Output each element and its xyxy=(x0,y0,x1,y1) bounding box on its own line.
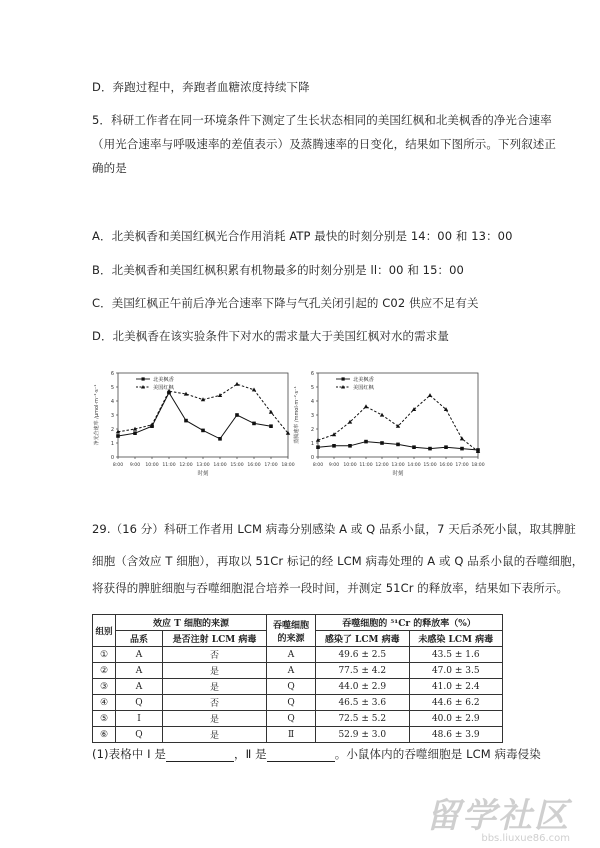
y-tick-label: 2 xyxy=(310,427,314,433)
cell-strain: Q xyxy=(116,727,163,743)
q29-stem-line-1: 29.（16 分）科研工作者用 LCM 病毒分别感染 A 或 Q 品系小鼠，7 天后杀死小鼠，取其脾脏 xyxy=(92,522,576,536)
data-point xyxy=(364,440,368,444)
x-tick-label: 12:00 xyxy=(375,463,389,468)
y-tick-label: 5 xyxy=(310,385,314,391)
data-point xyxy=(348,444,352,448)
legend-label: 北美枫香 xyxy=(353,376,374,383)
q29-stem-line-2: 细胞（含效应 T 细胞），再取以 51Cr 标记的经 LCM 病毒处理的 A 或 Q 品系小鼠的吞噬细胞， xyxy=(92,554,584,568)
q5-option-a: A．北美枫香和美国红枫光合作用消耗 ATP 最快的时刻分别是 14：00 和 13：00 xyxy=(92,229,513,243)
series-line xyxy=(118,393,271,439)
q5-stem-line-2: （用光合速率与呼吸速率的差值表示）及蒸腾速率的日变化，结果如下图所示。下列叙述正 xyxy=(92,137,556,151)
cell-strain: A xyxy=(116,679,163,695)
x-tick-label: 18:00 xyxy=(281,463,295,468)
table-row xyxy=(93,727,503,743)
watermark-url: bbs.liuxue86.com xyxy=(481,833,570,844)
header-group: 组别 xyxy=(93,615,116,647)
cell-infected: 44.0 ± 2.9 xyxy=(316,679,409,695)
data-point xyxy=(252,422,256,426)
answer-blank-1[interactable] xyxy=(166,750,234,762)
q5-stem-line-1: 5．科研工作者在同一环境条件下测定了生长状态相同的美国红枫和北美枫香的净光合速率 xyxy=(92,113,552,127)
data-point xyxy=(235,382,239,386)
results-table xyxy=(92,614,503,743)
y-tick-label: 1 xyxy=(310,441,314,447)
table-row xyxy=(93,695,503,711)
cell-injected: 是 xyxy=(163,663,267,679)
header-tcell-source: 效应 T 细胞的来源 xyxy=(116,615,267,631)
y-tick-label: 0 xyxy=(110,455,114,461)
cell-uninfected: 40.0 ± 2.9 xyxy=(409,711,503,727)
cell-phago: Q xyxy=(267,695,316,711)
x-tick-label: 15:00 xyxy=(230,463,244,468)
header-infected: 感染了 LCM 病毒 xyxy=(316,631,409,647)
header-uninfected: 未感染 LCM 病毒 xyxy=(409,631,503,647)
q4-option-d: D．奔跑过程中，奔跑者血糖浓度持续下降 xyxy=(92,80,310,94)
data-point xyxy=(116,434,120,438)
legend-marker xyxy=(142,377,145,380)
data-point xyxy=(316,445,320,449)
x-tick-label: 17:00 xyxy=(455,463,469,468)
x-tick-label: 15:00 xyxy=(423,463,437,468)
table-row xyxy=(93,711,503,727)
x-tick-label: 17:00 xyxy=(264,463,278,468)
data-point xyxy=(218,437,222,441)
cell-group: ② xyxy=(93,663,116,679)
cell-phago: Q xyxy=(267,711,316,727)
y-tick-label: 1 xyxy=(110,441,114,447)
legend-label: 美国红枫 xyxy=(353,384,374,391)
x-tick-label: 16:00 xyxy=(439,463,453,468)
y-axis-label: 净光合速率 /μmol·m⁻²·s⁻¹ xyxy=(94,384,100,446)
cell-group: ⑥ xyxy=(93,727,116,743)
data-point xyxy=(235,413,239,417)
cell-infected: 72.5 ± 5.2 xyxy=(316,711,409,727)
cell-uninfected: 43.5 ± 1.6 xyxy=(409,647,503,663)
x-tick-label: 11:00 xyxy=(359,463,373,468)
q29-sub1 xyxy=(92,746,541,762)
data-point xyxy=(380,441,384,445)
cell-injected: 否 xyxy=(163,695,267,711)
data-point xyxy=(133,431,137,435)
header-phago-source: 吞噬细胞的来源 xyxy=(267,615,316,647)
data-point xyxy=(332,444,336,448)
q5-option-d: D．北美枫香在该实验条件下对水的需求量大于美国红枫对水的需求量 xyxy=(92,329,449,343)
x-tick-label: 16:00 xyxy=(247,463,261,468)
data-point xyxy=(380,413,384,417)
data-point xyxy=(218,393,222,397)
data-point xyxy=(412,445,416,449)
cell-phago: A xyxy=(267,647,316,663)
y-axis-label: 蒸腾速率 /mmol·m⁻²·s⁻¹ xyxy=(294,386,300,444)
data-point xyxy=(428,393,432,397)
x-tick-label: 13:00 xyxy=(391,463,405,468)
x-tick-label: 10:00 xyxy=(343,463,357,468)
cell-uninfected: 41.0 ± 2.4 xyxy=(409,679,503,695)
data-point xyxy=(269,410,273,414)
cell-group: ① xyxy=(93,647,116,663)
data-point xyxy=(269,424,273,428)
data-point xyxy=(460,447,464,451)
data-point xyxy=(396,443,400,447)
table-row xyxy=(93,679,503,695)
series-line xyxy=(118,384,288,433)
y-tick-label: 2 xyxy=(110,427,114,433)
cell-injected: 是 xyxy=(163,679,267,695)
x-tick-label: 13:00 xyxy=(196,463,210,468)
cell-injected: 否 xyxy=(163,647,267,663)
cell-group: ④ xyxy=(93,695,116,711)
y-tick-label: 4 xyxy=(310,399,314,405)
x-axis-label: 时刻 xyxy=(392,471,404,477)
cell-injected: 是 xyxy=(163,727,267,743)
cell-strain: A xyxy=(116,663,163,679)
cell-uninfected: 48.6 ± 3.9 xyxy=(409,727,503,743)
x-tick-label: 18:00 xyxy=(471,463,485,468)
header-strain: 品系 xyxy=(116,631,163,647)
y-tick-label: 5 xyxy=(110,385,114,391)
data-point xyxy=(184,419,188,423)
y-tick-label: 6 xyxy=(110,371,114,377)
x-tick-label: 10:00 xyxy=(145,463,159,468)
cell-uninfected: 47.0 ± 3.5 xyxy=(409,663,503,679)
watermark-logo xyxy=(426,788,570,844)
cell-strain: A xyxy=(116,647,163,663)
q29-sub1-suffix: 。小鼠体内的吞噬细胞是 LCM 病毒侵染 xyxy=(334,747,541,761)
x-tick-label: 9:00 xyxy=(129,463,141,468)
x-tick-label: 14:00 xyxy=(213,463,227,468)
x-tick-label: 12:00 xyxy=(179,463,193,468)
cell-infected: 52.9 ± 3.0 xyxy=(316,727,409,743)
table-row xyxy=(93,647,503,663)
data-point xyxy=(252,388,256,392)
x-tick-label: 8:00 xyxy=(112,463,124,468)
y-tick-label: 0 xyxy=(310,455,314,461)
cell-phago: A xyxy=(267,663,316,679)
q29-sub1-prefix: (1)表格中 Ⅰ 是 xyxy=(92,747,166,761)
cell-strain: Ⅰ xyxy=(116,711,163,727)
x-tick-label: 14:00 xyxy=(407,463,421,468)
cell-group: ③ xyxy=(93,679,116,695)
legend-label: 美国红枫 xyxy=(153,384,174,391)
answer-blank-2[interactable] xyxy=(267,750,335,762)
x-axis-label: 时刻 xyxy=(197,471,209,477)
x-tick-label: 8:00 xyxy=(312,463,324,468)
y-tick-label: 3 xyxy=(110,413,114,419)
x-tick-label: 9:00 xyxy=(328,463,340,468)
cell-phago: Q xyxy=(267,679,316,695)
header-injected: 是否注射 LCM 病毒 xyxy=(163,631,267,647)
y-tick-label: 3 xyxy=(310,413,314,419)
cell-strain: Q xyxy=(116,695,163,711)
cell-infected: 46.5 ± 3.6 xyxy=(316,695,409,711)
cell-group: ⑤ xyxy=(93,711,116,727)
cell-infected: 49.6 ± 2.5 xyxy=(316,647,409,663)
cell-uninfected: 44.6 ± 6.2 xyxy=(409,695,503,711)
net-photosynthesis-chart xyxy=(90,365,300,485)
q5-option-c: C．美国红枫正午前后净光合速率下降与气孔关闭引起的 C02 供应不足有关 xyxy=(92,296,479,310)
cell-phago: Ⅱ xyxy=(267,727,316,743)
table-row xyxy=(93,663,503,679)
data-point xyxy=(201,429,205,433)
transpiration-chart xyxy=(290,365,490,485)
data-point xyxy=(444,445,448,449)
header-release: 吞噬细胞的 ⁵¹Cr 的释放率（%） xyxy=(316,615,503,631)
y-tick-label: 6 xyxy=(310,371,314,377)
y-tick-label: 4 xyxy=(110,399,114,405)
data-point xyxy=(428,447,432,451)
data-point xyxy=(460,437,464,441)
data-point xyxy=(364,404,368,408)
cell-infected: 77.5 ± 4.2 xyxy=(316,663,409,679)
legend-marker xyxy=(342,377,345,380)
q5-option-b: B．北美枫香和美国红枫积累有机物最多的时刻分别是 ll：00 和 15：00 xyxy=(92,263,464,277)
cell-injected: 是 xyxy=(163,711,267,727)
q29-sub1-mid: ，Ⅱ 是 xyxy=(234,747,267,761)
watermark-main: 留学社区 xyxy=(426,796,570,836)
q5-stem-line-3: 确的是 xyxy=(92,161,127,175)
plot-frame xyxy=(118,373,288,457)
q29-stem-line-3: 将获得的脾脏细胞与吞噬细胞混合培养一段时间，并测定 51Cr 的释放率，结果如下表所示。 xyxy=(92,581,569,595)
x-tick-label: 11:00 xyxy=(162,463,176,468)
legend-label: 北美枫香 xyxy=(153,376,174,383)
